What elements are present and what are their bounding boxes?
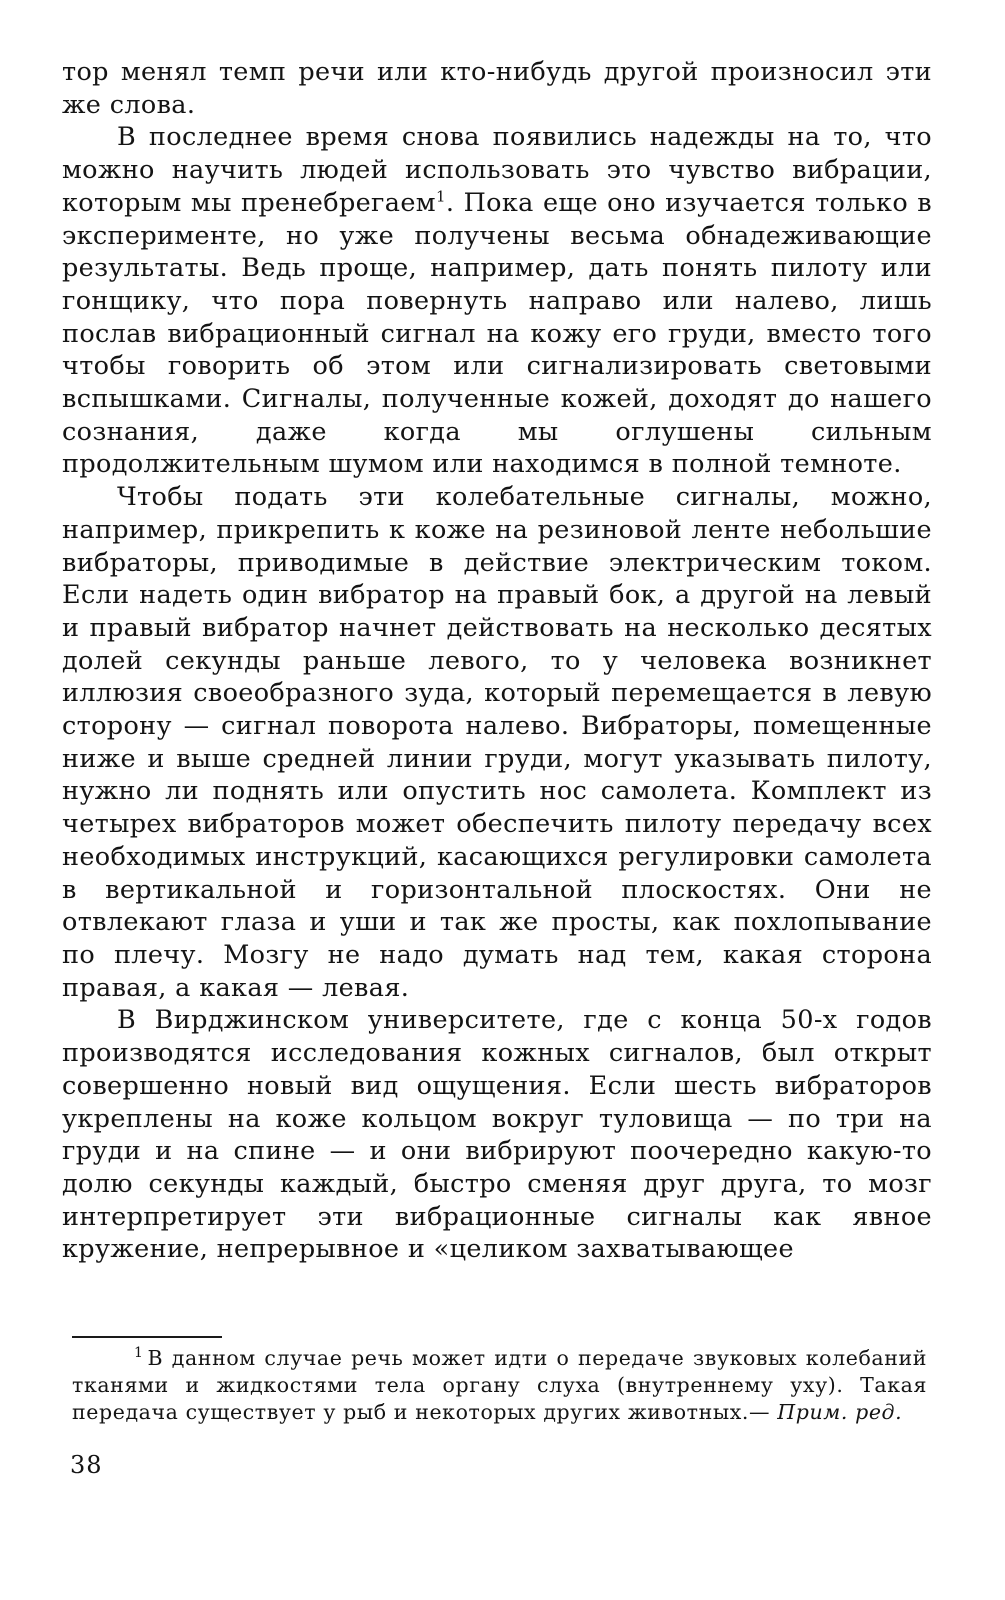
footnote-marker: 1	[435, 187, 446, 206]
paragraph-continuation: тор менял темп речи или кто-нибудь другой произносил эти же слова.	[62, 57, 932, 120]
paragraph-virginia-university: В Вирджинском университете, где с конца 50-х годов производятся исследования кожных сигналов, был открыт совершенно новый вид ощущения. Если шесть вибраторов укреплены на коже кольцом вокруг туловища — по три на груди и на спине — и они вибрируют поочередно какую-то долю секунды каждый, быстро сменяя друг друга, то мозг интерпретирует эти вибрационные сигналы как явное кружение, непрерывное и «целиком захватывающее	[62, 1005, 932, 1265]
footnote-number: 1	[134, 1345, 144, 1362]
page-number: 38	[70, 1451, 103, 1479]
footnote	[72, 1345, 927, 1425]
footnote-editor-note: Прим. ред.	[777, 1399, 903, 1424]
footnote-text: В данном случае речь может идти о передаче звуковых колебаний тканями и жидкостями тела органу слуха (внутреннему уху). Такая передача существует у рыб и некоторых других животных.—	[72, 1346, 927, 1424]
paragraph-vibration-sense	[62, 121, 932, 481]
main-text	[62, 56, 932, 1266]
footnote-divider	[72, 1336, 222, 1338]
paragraph-text: . Пока еще оно изучается только в эксперименте, но уже получены весьма обнадеживающие результаты. Ведь проще, например, дать понять пилоту или гонщику, что пора повернуть направо или налево, лишь послав вибрационный сигнал на кожу его груди, вместо того чтобы говорить об этом или сигнализировать световыми вспышками. Сигналы, полученные кожей, доходят до нашего сознания, даже когда мы оглушены сильным продолжительным шумом или находимся в полной темноте.	[62, 187, 932, 480]
paragraph-vibrators: Чтобы подать эти колебательные сигналы, можно, например, прикрепить к коже на резиновой ленте небольшие вибраторы, приводимые в действие электрическим током. Если надеть один вибратор на правый бок, а другой на левый и правый вибратор начнет действовать на несколько десятых долей секунды раньше левого, то у человека возникнет иллюзия своеобразного зуда, который перемещается в левую сторону — сигнал поворота налево. Вибраторы, помещенные ниже и выше средней линии груди, могут указывать пилоту, нужно ли поднять или опустить нос самолета. Комплект из четырех вибраторов может обеспечить пилоту передачу всех необходимых инструкций, касающихся регулировки самолета в вертикальной и горизонтальной плоскостях. Они не отвлекают глаза и уши и так же просты, как похлопывание по плечу. Мозгу не надо думать над тем, какая сторона правая, а какая — левая.	[62, 482, 932, 1003]
paragraph-text: В последнее время снова появились надежды на то, что можно научить людей использовать это чувство вибрации, которым мы пренебрегаем	[62, 122, 932, 218]
